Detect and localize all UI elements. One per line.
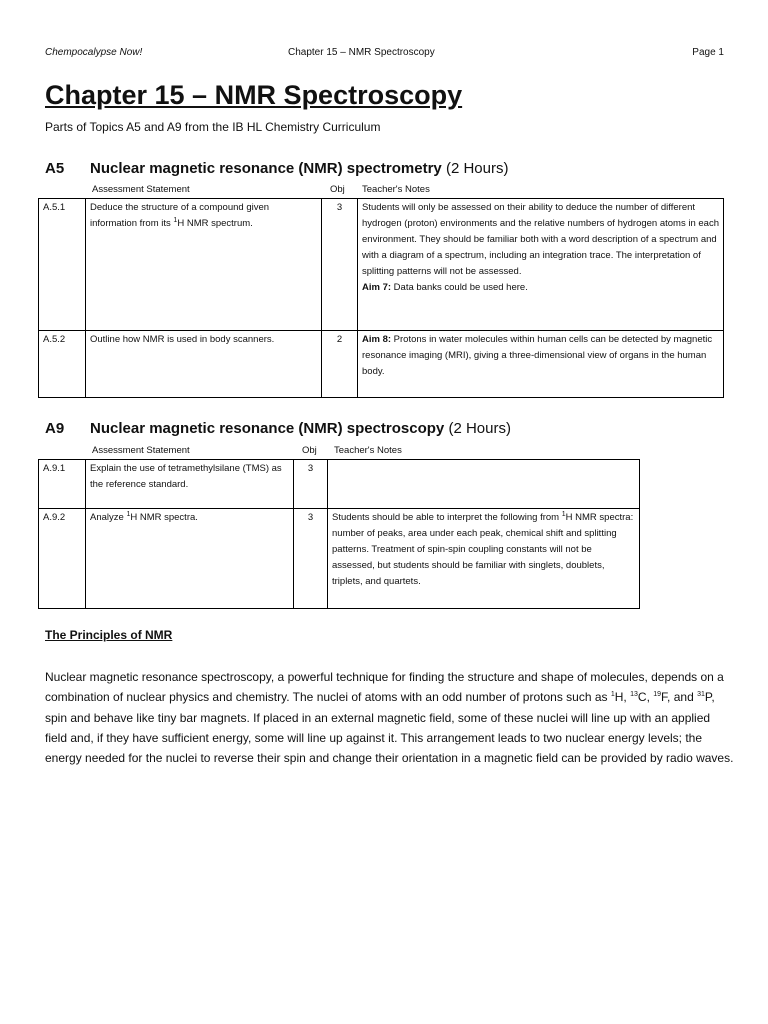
a5-col-statement: Assessment Statement [92,184,190,195]
a5-col-notes: Teacher's Notes [362,184,430,195]
a5-row1-statement: Deduce the structure of a compound given information from its $^1$H NMR spectrum. [86,199,322,331]
a5-col-obj: Obj [330,184,345,195]
table-row [39,199,724,331]
a9-row1-statement: Explain the use of tetramethylsilane (TMS) as the reference standard. [86,460,294,509]
a5-row2-statement: Outline how NMR is used in body scanners. [86,331,322,398]
header-page-number: Page 1 [692,47,724,58]
a9-row2-notes: Students should be able to interpret the following from $^1$H NMR spectra: number of peaks, area under each peak, chemical shift and splitting patterns. Treatment of spin-spin coupling constants will not be assessed, but students should be familiar with singlets, doublets, triplets, and quartets. [328,509,640,609]
table-row [39,331,724,398]
page-title: Chapter 15 – NMR Spectroscopy [45,80,463,110]
a9-col-obj: Obj [302,445,317,456]
table-row [39,460,640,509]
a9-row2-obj: 3 [294,509,328,609]
a9-row1-notes [328,460,640,509]
section-a9-hours: (2 Hours) [448,420,511,437]
a5-row2-id: A.5.2 [39,331,86,398]
a5-row2-notes: Aim 8: Protons in water molecules within human cells can be detected by magnetic resonance imaging (MRI), giving a three-dimensional view of organs in the human body. [358,331,724,398]
a9-row2-statement: Analyze $^1$H NMR spectra. [86,509,294,609]
a9-row1-obj: 3 [294,460,328,509]
section-a5-title [45,160,508,177]
a5-objectives-table [38,198,724,398]
header-left: Chempocalypse Now! [45,47,143,58]
principles-paragraph: Nuclear magnetic resonance spectroscopy, a powerful technique for finding the structure and shape of molecules, depends on a combination of nuclear physics and chemistry. The nuclei of atoms with an odd number of protons such as $^1$H, $^{13}$C, $^{19}$F, and $^{31}$P, spin and behave like tiny bar magnets. If placed in an external magnetic field, some of these nuclei will line up with an applied field and, if they have sufficient energy, some will line up against it. This arrangement leads to two nuclear energy levels; the energy needed for the nuclei to reverse their spin and change their orientation in a magnetic field can be provided by radio waves. [45,670,734,766]
section-a5-hours: (2 Hours) [445,160,509,177]
a9-objectives-table [38,459,640,609]
a5-row2-obj: 2 [322,331,358,398]
a9-row1-id: A.9.1 [39,460,86,509]
section-a5-heading: Nuclear magnetic resonance (NMR) spectrometry [90,160,442,177]
a9-col-notes: Teacher's Notes [334,445,402,456]
a5-row1-notes: Students will only be assessed on their ability to deduce the number of different hydrogen (proton) environments and the relative numbers of hydrogen atoms in each environment. They should be familiar both with a word description of a spectrum and with a diagram of a spectrum, including an integration trace. The interpretation of splitting patterns will not be assessed. Aim 7: Data banks could be used here. [358,199,724,331]
a5-row1-id: A.5.1 [39,199,86,331]
header-center: Chapter 15 – NMR Spectroscopy [288,47,435,58]
section-a9-title [45,420,511,437]
a5-row1-obj: 3 [322,199,358,331]
principles-heading: The Principles of NMR [45,628,173,642]
section-a5-code: A5 [45,160,65,177]
section-a9-heading: Nuclear magnetic resonance (NMR) spectroscopy [90,420,445,437]
table-row [39,509,640,609]
page-subtitle: Parts of Topics A5 and A9 from the IB HL Chemistry Curriculum [45,120,381,134]
a9-col-statement: Assessment Statement [92,445,190,456]
section-a9-code: A9 [45,420,65,437]
a9-row2-id: A.9.2 [39,509,86,609]
